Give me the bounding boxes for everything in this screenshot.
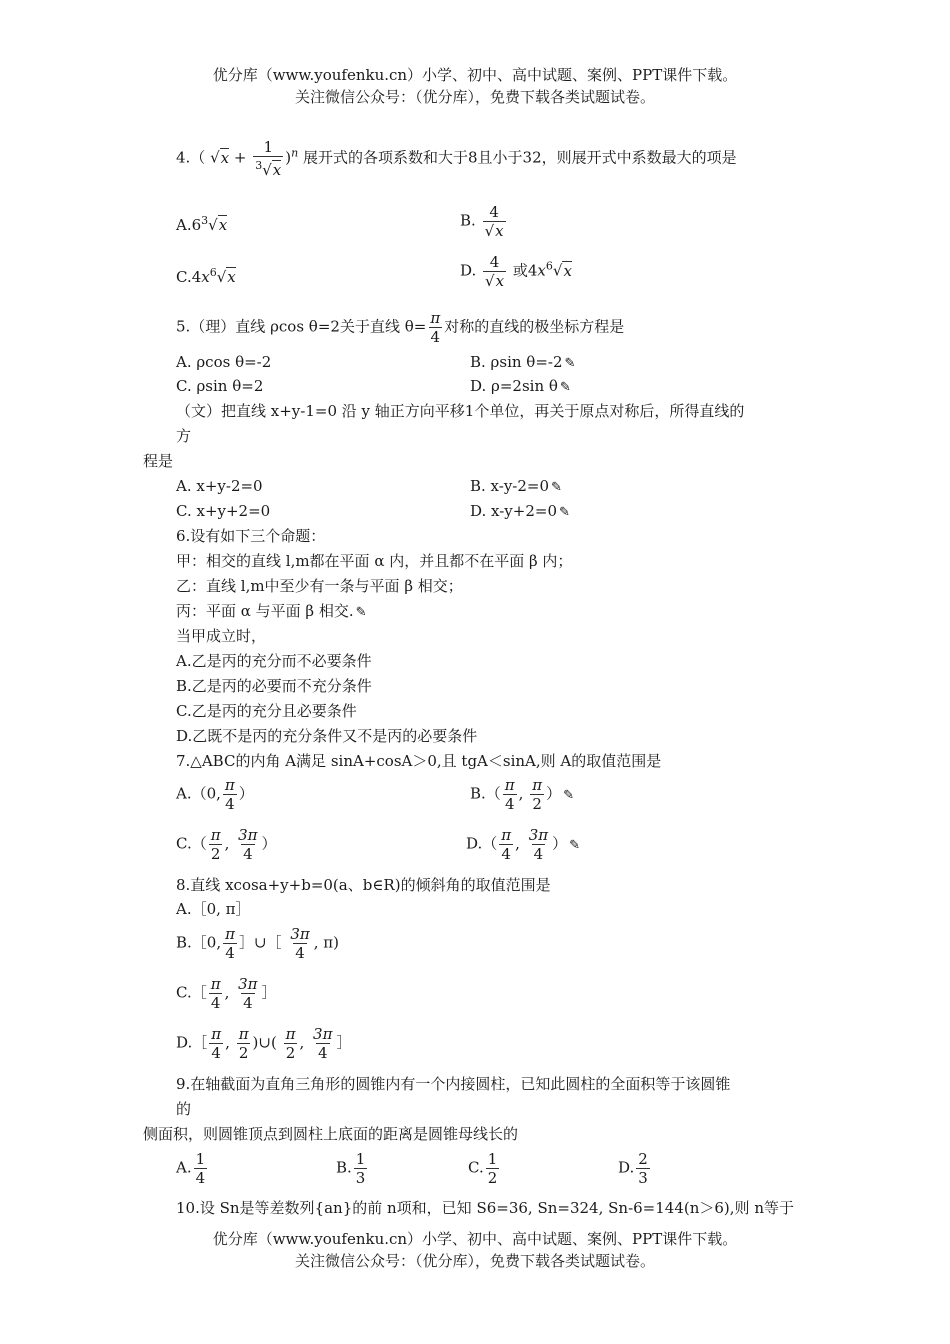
q9-line-3: 侧面积，则圆锥顶点到圆柱上底面的距离是圆锥母线长的 [143, 1125, 519, 1143]
q7-stem: 7.△ABC的内角 A满足 sinA+cosA＞0,且 tgA＜sinA,则 A的取值范围是 [176, 752, 662, 770]
q9-option-c: C. $\frac{1}{2}$ [468, 1150, 498, 1187]
q7-option-d: D.（ $\frac{\pi}{4}$ , $\frac{3\pi}{4}$ ） ✎ [466, 826, 581, 863]
q7-option-b: B.（ $\frac{\pi}{4}$ , $\frac{\pi}{2}$ ） ✎ [470, 776, 574, 813]
q6-yi: 乙：直线 l,m中至少有一条与平面 β 相交； [176, 577, 463, 595]
q8-option-c: C.［ $\frac{\pi}{4}$ , $\frac{3\pi}{4}$ ］ [176, 975, 277, 1012]
q6-condition: 当甲成立时， [176, 627, 267, 645]
q6-option-a: A.乙是丙的充分而不必要条件 [176, 652, 372, 670]
q5-wen-option-b: B. x-y-2=0 ✎ [470, 475, 562, 499]
q9-option-d: D. $\frac{2}{3}$ [618, 1150, 648, 1187]
q5-li-stem: 5.（理）直线 ρcos θ=2关于直线 θ= $\frac{\pi}{4}$ 对称的直线的极坐标方程是 [176, 309, 625, 346]
q5-wen-line-2: 方 [176, 427, 192, 445]
q9-line-1: 9.在轴截面为直角三角形的圆锥内有一个内接圆柱，已知此圆柱的全面积等于该圆锥 [176, 1075, 731, 1093]
pen-mark-icon: ✎ [563, 787, 574, 803]
q5-wen-line-1: （文）把直线 x+y-1=0 沿 y 轴正方向平移1个单位，再关于原点对称后，所得直线的 [176, 402, 745, 420]
pen-mark-icon: ✎ [559, 505, 570, 520]
q6-option-d: D.乙既不是丙的充分条件又不是丙的必要条件 [176, 727, 478, 745]
q10-stem: 10.设 Sn是等差数列{an}的前 n项和，已知 S6=36, Sn=324, Sn-6=144(n＞6),则 n等于 [176, 1199, 794, 1217]
q5-option-a: A. ρcos θ=-2 [176, 353, 272, 371]
q5-option-d: D. ρ=2sin θ ✎ [470, 375, 571, 399]
q4-stem: 4.（ √x + $\frac{1}{^3√x}$ )$^n$ 展开式的各项系数和大于8且小于32，则展开式中系数最大的项是 [176, 138, 737, 179]
q8-option-b: B.［0, $\frac{\pi}{4}$ ］∪［ $\frac{3\pi}{4}$ , π) [176, 925, 339, 962]
q7-option-c: C.（ $\frac{\pi}{2}$ , $\frac{3\pi}{4}$ ） [176, 826, 277, 863]
header-line-2: 关注微信公众号：（优分库），免费下载各类试题试卷。 [294, 88, 655, 106]
q6-option-b: B.乙是丙的必要而不充分条件 [176, 677, 372, 695]
q5-wen-line-3: 程是 [143, 452, 174, 470]
header-line-1: 优分库（www.youfenku.cn）小学、初中、高中试题、案例、PPT课件下载。 [212, 66, 738, 84]
q4-option-b: B. $\frac{4}{√x}$ [460, 203, 504, 240]
q5-wen-option-c: C. x+y+2=0 [176, 502, 271, 520]
q5-option-c: C. ρsin θ=2 [176, 377, 264, 395]
q9-option-a: A. $\frac{1}{4}$ [176, 1150, 206, 1187]
q8-option-a: A.［0, π］ [176, 900, 251, 918]
q9-line-2: 的 [176, 1100, 192, 1118]
q8-stem: 8.直线 xcosa+y+b=0(a、b∈R)的倾斜角的取值范围是 [176, 876, 551, 894]
pen-mark-icon: ✎ [559, 380, 571, 395]
q5-option-b: B. ρsin θ=-2 ✎ [470, 351, 575, 375]
footer-line-2: 关注微信公众号：（优分库），免费下载各类试题试卷。 [294, 1252, 655, 1270]
q5-wen-option-d: D. x-y+2=0 ✎ [470, 500, 570, 524]
pen-mark-icon: ✎ [569, 837, 581, 853]
pen-mark-icon: ✎ [355, 605, 367, 620]
q4-option-d: D. $\frac{4}{√x}$ 或$4x^6√x$ [460, 253, 572, 290]
q4-option-c: $C.4x^6√x$ [176, 266, 236, 286]
q7-option-a: A.（0, $\frac{\pi}{4}$ ） [176, 776, 254, 813]
q6-option-c: C.乙是丙的充分且必要条件 [176, 702, 357, 720]
q6-jia: 甲：相交的直线 l,m都在平面 α 内，并且都不在平面 β 内； [176, 552, 573, 570]
q6-stem: 6.设有如下三个命题： [176, 527, 326, 545]
q8-option-d: D.［ $\frac{\pi}{4}$ , $\frac{\pi}{2}$ )∪( $\frac{\pi}{2}$ , $\frac{3\pi}{4}$ ］ [176, 1025, 352, 1062]
q6-bing: 丙：平面 α 与平面 β 相交. ✎ [176, 600, 367, 624]
q4-option-a: $A.6^3√x$ [176, 214, 228, 234]
q9-option-b: B. $\frac{1}{3}$ [336, 1150, 366, 1187]
footer-line-1: 优分库（www.youfenku.cn）小学、初中、高中试题、案例、PPT课件下载。 [212, 1230, 738, 1248]
q5-wen-option-a: A. x+y-2=0 [176, 477, 263, 495]
pen-mark-icon: ✎ [564, 356, 576, 371]
pen-mark-icon: ✎ [551, 480, 562, 495]
